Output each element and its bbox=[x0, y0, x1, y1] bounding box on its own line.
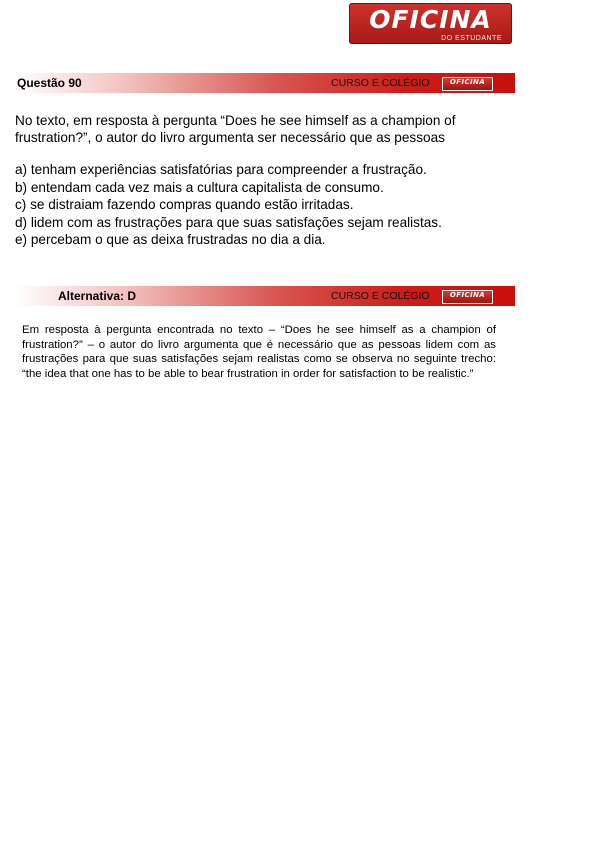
answer-text: Em resposta à pergunta encontrada no texto – “Does he see himself as a champion of frustration?” – o autor do livro argumenta que é necessário que as pessoas lidem com as frustrações para que suas satisfações sejam realistas como se observa no seguinte trecho: “the idea that one has to be able to bear frustration in order for satisfaction to be realistic.” bbox=[22, 324, 496, 380]
oficina-logo bbox=[349, 3, 512, 44]
mini-logo-text: OFICINA bbox=[449, 78, 486, 86]
logo-tagline: DO ESTUDANTE bbox=[441, 35, 502, 42]
question-text: No texto, em resposta à pergunta “Does he see himself as a champion of frustration?”, o autor do livro argumenta ser necessário que as pessoas bbox=[15, 113, 456, 145]
option-c: c) se distraiam fazendo compras quando estão irritadas. bbox=[15, 197, 354, 212]
options-list bbox=[15, 161, 442, 249]
mini-logo bbox=[442, 77, 493, 91]
school-label: CURSO E COLÉGIO bbox=[331, 290, 430, 302]
logo-brand: OFICINA bbox=[369, 5, 492, 34]
option-e: e) percebam o que as deixa frustradas no dia a dia. bbox=[15, 232, 326, 247]
question-header-bar bbox=[14, 73, 515, 93]
option-a: a) tenham experiências satisfatórias para compreender a frustração. bbox=[15, 162, 427, 177]
school-label: CURSO E COLÉGIO bbox=[331, 77, 430, 89]
answer-header-bar bbox=[14, 286, 515, 306]
mini-logo bbox=[442, 290, 493, 304]
option-b: b) entendam cada vez mais a cultura capitalista de consumo. bbox=[15, 179, 384, 195]
option-d: d) lidem com as frustrações para que suas satisfações sejam realistas. bbox=[15, 214, 442, 230]
mini-logo-text: OFICINA bbox=[449, 291, 486, 299]
question-number: Questão 90 bbox=[17, 76, 82, 90]
answer-label: Alternativa: D bbox=[58, 289, 137, 303]
